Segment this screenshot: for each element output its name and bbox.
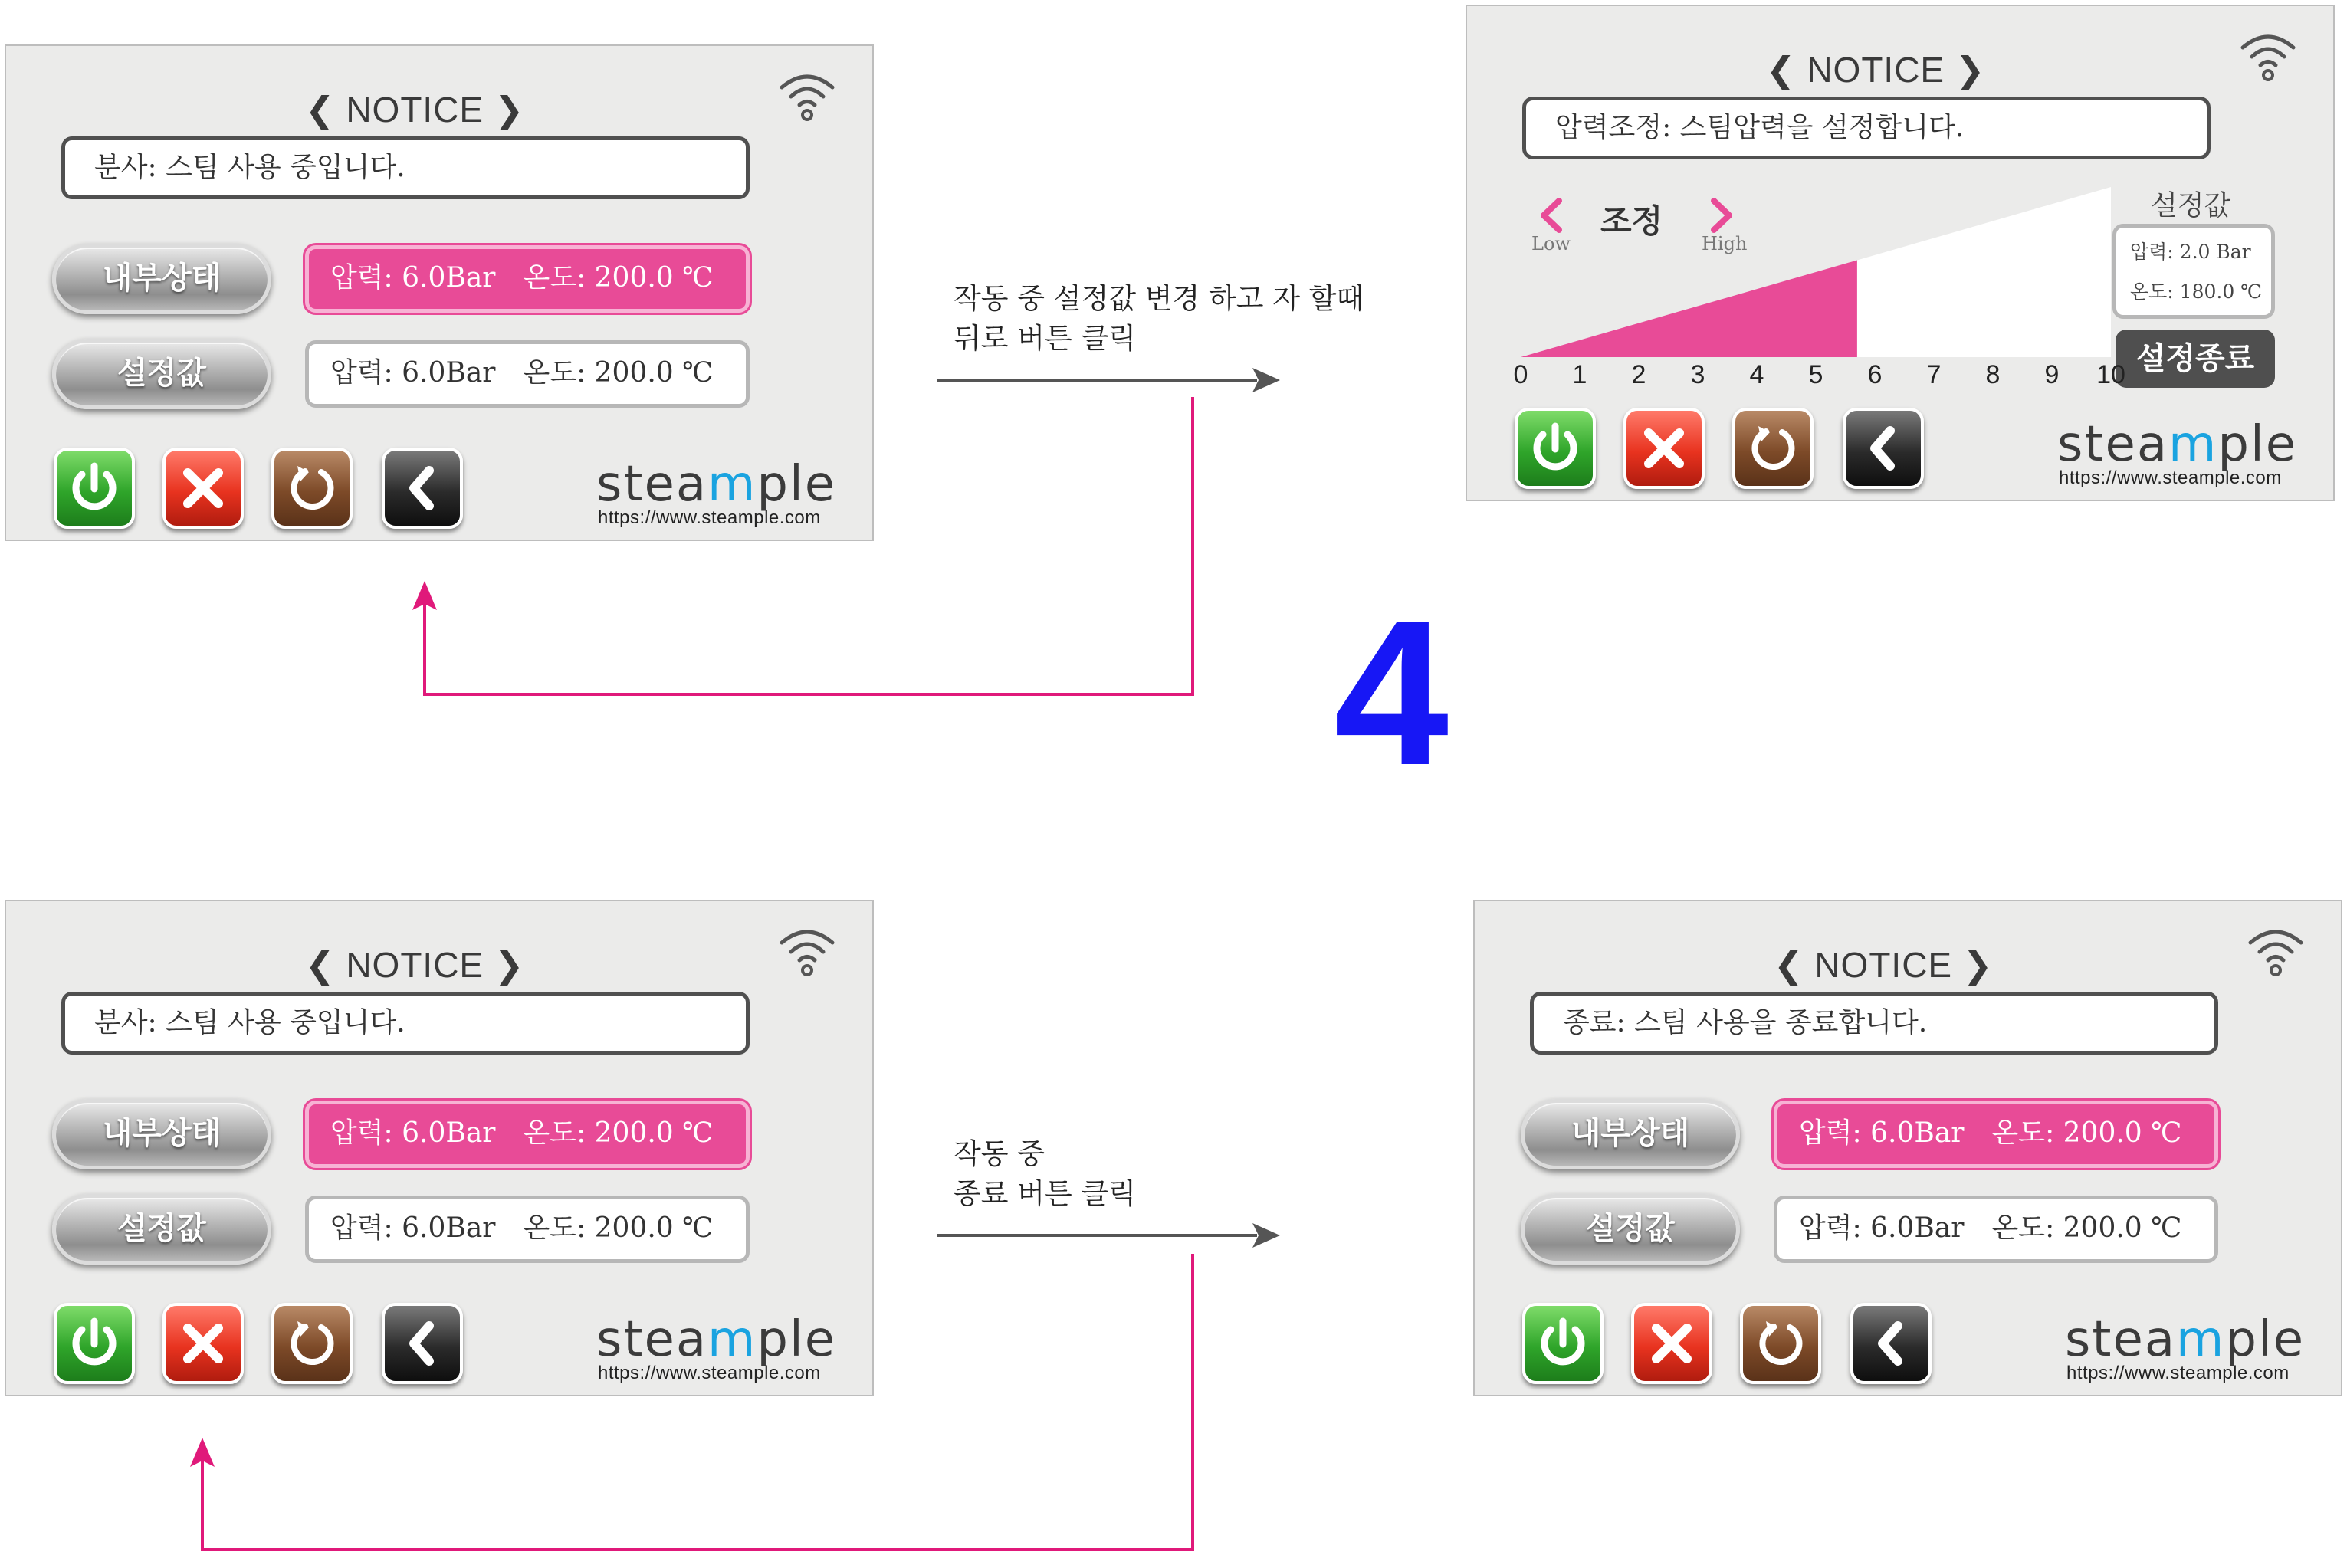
- temperature-value: 온도: 200.0 ℃: [523, 1117, 714, 1149]
- low-label: Low: [1531, 233, 1571, 254]
- setpoint-pressure: 압력: 2.0 Bar: [2130, 241, 2251, 263]
- forward-arrow-bottom: [937, 1223, 1280, 1248]
- notice-message: 분사: 스팀 사용 중입니다.: [61, 992, 750, 1055]
- temperature-value: 온도: 200.0 ℃: [523, 357, 714, 389]
- gauge-tick-label: 2: [1631, 360, 1646, 389]
- steample-logo: steample: [2065, 1311, 2306, 1368]
- caption-line: 작동 중: [954, 1137, 1045, 1170]
- temperature-value: 온도: 200.0 ℃: [523, 1212, 714, 1244]
- caption-line: 작동 중 설정값 변경 하고 자 할때: [954, 282, 1364, 315]
- notice-message: 압력조정: 스팀압력을 설정합니다.: [1522, 97, 2211, 159]
- gauge-tick-label: 10: [2096, 360, 2125, 389]
- gauge-tick-label: 6: [1867, 360, 1883, 389]
- setpoint-button[interactable]: 설정값: [52, 339, 271, 409]
- pressure-value: 압력: 6.0Bar: [1799, 1117, 1965, 1149]
- notice-message: 분사: 스팀 사용 중입니다.: [61, 136, 750, 199]
- high-label: High: [1702, 233, 1748, 254]
- setpoint-button[interactable]: 설정값: [52, 1194, 271, 1265]
- temperature-value: 온도: 200.0 ℃: [1991, 1212, 2182, 1244]
- website-url: https://www.steample.com: [598, 1363, 821, 1383]
- temperature-value: 온도: 200.0 ℃: [523, 262, 714, 294]
- internal-status-button[interactable]: 내부상태: [52, 1099, 271, 1169]
- step-number: 4: [1334, 578, 1449, 809]
- notice-title: ❮ NOTICE ❯: [1774, 945, 1994, 985]
- adjust-label: 조정: [1600, 202, 1663, 240]
- forward-arrow-top: [937, 368, 1280, 392]
- gauge-tick-label: 1: [1572, 360, 1587, 389]
- caption-line: 뒤로 버튼 클릭: [954, 322, 1136, 355]
- internal-status-button[interactable]: 내부상태: [1521, 1099, 1740, 1169]
- notice-title: ❮ NOTICE ❯: [305, 945, 525, 985]
- pressure-value: 압력: 6.0Bar: [330, 1212, 496, 1244]
- website-url: https://www.steample.com: [2066, 1363, 2290, 1383]
- pressure-value: 압력: 6.0Bar: [330, 1117, 496, 1149]
- gauge-tick-label: 7: [1926, 360, 1942, 389]
- steample-logo: steample: [2057, 416, 2298, 473]
- website-url: https://www.steample.com: [598, 507, 821, 528]
- internal-status-button[interactable]: 내부상태: [52, 244, 271, 314]
- setpoint-temperature: 온도: 180.0 ℃: [2130, 280, 2263, 303]
- notice-message: 종료: 스팀 사용을 종료합니다.: [1530, 992, 2218, 1055]
- gauge-tick-label: 5: [1808, 360, 1823, 389]
- temperature-value: 온도: 200.0 ℃: [1991, 1117, 2182, 1149]
- gauge-tick-label: 3: [1690, 360, 1705, 389]
- steample-logo: steample: [596, 456, 837, 513]
- notice-title: ❮ NOTICE ❯: [1766, 50, 1986, 90]
- gauge-tick-label: 8: [1985, 360, 2001, 389]
- finish-setting-button[interactable]: 설정종료: [2116, 330, 2275, 388]
- pressure-value: 압력: 6.0Bar: [330, 262, 496, 294]
- return-arrow-top: [412, 397, 1193, 694]
- steample-logo: steample: [596, 1311, 837, 1368]
- website-url: https://www.steample.com: [2059, 467, 2282, 488]
- gauge-tick-label: 9: [2044, 360, 2060, 389]
- pressure-value: 압력: 6.0Bar: [330, 357, 496, 389]
- notice-title: ❮ NOTICE ❯: [305, 90, 525, 130]
- gauge-tick-label: 4: [1749, 360, 1764, 389]
- gauge-tick-label: 0: [1513, 360, 1528, 389]
- setpoint-title: 설정값: [2151, 190, 2231, 221]
- setpoint-button[interactable]: 설정값: [1521, 1194, 1740, 1265]
- pressure-value: 압력: 6.0Bar: [1799, 1212, 1965, 1244]
- return-arrow-bottom: [190, 1254, 1193, 1550]
- caption-line: 종료 버튼 클릭: [954, 1177, 1136, 1210]
